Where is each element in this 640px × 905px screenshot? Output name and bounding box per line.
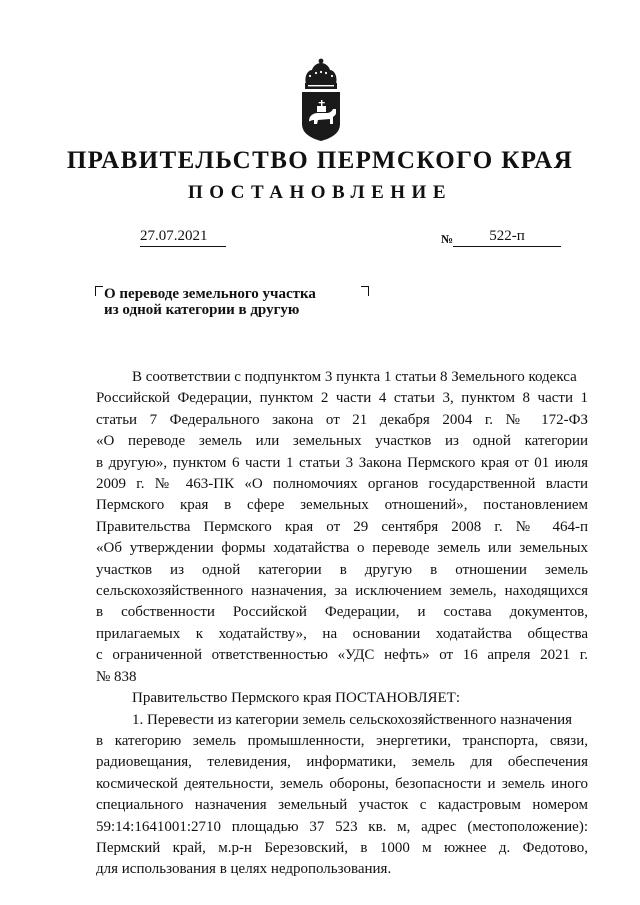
- body-line: космической деятельности, земель обороны, безопасности и земель иного: [96, 775, 588, 792]
- body-line: «О переводе земель или земельных участков из одной категории: [96, 433, 588, 450]
- body-line: в категорию земель промышленности, энергетики, транспорта, связи,: [96, 732, 588, 749]
- body-line: с ограниченной ответственностью «УДС нефть» от 16 апреля 2021 г.: [96, 647, 588, 664]
- body-line: Пермский край, м.р-н Березовский, в 1000 м южнее д. Федотово,: [96, 839, 588, 856]
- body-line: Пермского края в сфере земельных отношений», постановлением: [96, 497, 588, 514]
- body-line: специального назначения земельный участок с кадастровым номером: [96, 797, 588, 814]
- subject-line: О переводе земельного участка: [104, 286, 316, 302]
- body-line: 1. Перевести из категории земель сельскохозяйственного назначения: [132, 711, 573, 728]
- shield-icon: [302, 92, 340, 141]
- number-sign: №: [441, 232, 454, 246]
- body-line: радиовещания, телевидения, информатики, земель для обеспечения: [96, 754, 588, 771]
- document-type: ПОСТАНОВЛЕНИЕ: [187, 182, 453, 203]
- body-line: «Об утверждении формы ходатайства о переводе земель или земельных: [96, 540, 588, 557]
- organization-title: ПРАВИТЕЛЬСТВО ПЕРМСКОГО КРАЯ: [66, 147, 574, 174]
- body-line: участков из одной категории в другую в отношении земель: [96, 561, 588, 578]
- coat-of-arms-emblem: [296, 58, 346, 142]
- document-number-field: [441, 227, 561, 248]
- document-body: [96, 367, 588, 881]
- document-subject: [104, 286, 316, 318]
- body-line: 59:14:1641001:2710 площадью 37 523 кв. м, адрес (местоположение):: [96, 818, 588, 835]
- body-line: Правительство Пермского края ПОСТАНОВЛЯЕТ:: [132, 690, 461, 707]
- subject-corner-right: [361, 286, 369, 296]
- body-line: 2009 г. № 463-ПК «О полномочиях органов государственной власти: [96, 476, 588, 493]
- document-number: 522-п: [453, 227, 561, 247]
- body-line: Российской Федерации, пунктом 2 части 4 статьи 3, пунктом 8 части 1: [96, 390, 588, 407]
- body-line: в другую», пунктом 6 части 1 статьи 3 Закона Пермского края от 01 июля: [96, 454, 588, 471]
- body-line: в собственности Российской Федерации, и состава документов,: [96, 604, 588, 621]
- body-line: для использования в целях недропользования.: [96, 861, 392, 878]
- document-date: 27.07.2021: [140, 227, 226, 247]
- body-line: прилагаемых к ходатайству», на основании ходатайства общества: [96, 625, 588, 642]
- body-line: Правительства Пермского края от 29 сентября 2008 г. № 464-п: [96, 518, 588, 535]
- body-line: сельскохозяйственного назначения, за исключением земель, находящихся: [96, 583, 588, 600]
- crown-icon: [305, 59, 337, 89]
- body-line: В соответствии с подпунктом 3 пункта 1 статьи 8 Земельного кодекса: [132, 369, 577, 385]
- subject-corner-left: [95, 286, 103, 296]
- body-line: статьи 7 Федерального закона от 21 декабря 2004 г. № 172-ФЗ: [96, 411, 588, 428]
- body-line: № 838: [96, 668, 137, 685]
- subject-line: из одной категории в другую: [104, 302, 300, 318]
